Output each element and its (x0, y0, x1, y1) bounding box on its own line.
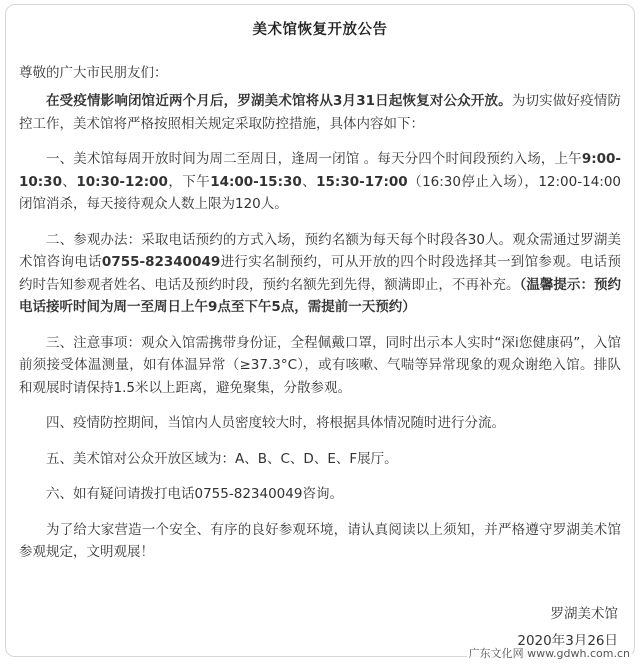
slot-separator: 、 (62, 174, 76, 190)
salutation: 尊敬的广大市民朋友们： (19, 61, 168, 81)
phone-number: 0755-82340049 (102, 254, 220, 270)
signature-date: 2020年3月26日 (517, 629, 618, 649)
time-slot-2: 10:30-12:00 (76, 174, 168, 190)
slot-separator: ，下午 (168, 174, 210, 190)
paragraph-precautions: 三、注意事项：观众入馆需携带身份证，全程佩戴口罩，同时出示本人实时“深i您健康码”，入馆前须接受体温测量，如有体温异常（≥37.3°C），或有咳嗽、气喘等异常现象的观众谢绝入馆。排队和观展时请保持1.5米以上距离，避免聚集，分散参观。 (19, 332, 621, 400)
signature-org: 罗湖美术馆 (551, 602, 619, 622)
notice-card (5, 4, 635, 657)
site-watermark: 广东文化网 www.gdwh.com.cn (467, 645, 632, 661)
intro-text: 为切实做好疫情防控工作，美术馆将严格按照相关规定采取防控措施，具体内容如下： (19, 93, 621, 132)
time-slot-4: 15:30-17:00 (316, 174, 408, 190)
hours-lead: 一、美术馆每周开放时间为周二至周日，逢周一闭馆 。每天分四个时间段预约入场，上午 (46, 151, 582, 167)
paragraph-visit-method (19, 229, 621, 319)
visit-lead: 二、参观办法：采取电话预约的方式入场，预约名额为每天每个时段各30人。观众需通过罗湖美术馆咨询电话 (19, 232, 621, 271)
visit-mid: 进行实名制预约，可从开放的四个时段选择其一到馆参观。电话预约时告知参观者姓名、电话及预约时段，预约名额先到先得，额满即止，不再补充。 (19, 254, 621, 293)
paragraph-closing: 为了给大家营造一个安全、有序的良好参观环境，请认真阅读以上须知，并严格遵守罗湖美术馆参观规定，文明观展！ (19, 519, 621, 564)
notice-body (19, 90, 621, 577)
notice-title: 美术馆恢复开放公告 (6, 18, 634, 39)
paragraph-opening-hours (19, 148, 621, 216)
slot-separator: 、 (302, 174, 316, 190)
hours-rest: （16:30停止入场），12:00-14:00闭馆消杀，每天接待观众人数上限为120人。 (19, 174, 621, 213)
reminder-tip: （温馨提示：预约电话接听时间为周一至周日上午9点至下午5点，需提前一天预约） (19, 277, 621, 316)
paragraph-crowd-control: 四、疫情防控期间，当馆内人员密度较大时，将根据具体情况随时进行分流。 (19, 412, 621, 435)
intro-highlight: 在受疫情影响闭馆近两个月后，罗湖美术馆将从3月31日起恢复对公众开放。 (46, 93, 512, 109)
paragraph-intro (19, 90, 621, 135)
paragraph-contact: 六、如有疑问请拨打电话0755-82340049咨询。 (19, 483, 621, 506)
time-slot-1: 9:00-10:30 (19, 151, 621, 190)
time-slot-3: 14:00-15:30 (210, 174, 302, 190)
paragraph-open-areas: 五、美术馆对公众开放区域为：A、B、C、D、E、F展厅。 (19, 448, 621, 471)
